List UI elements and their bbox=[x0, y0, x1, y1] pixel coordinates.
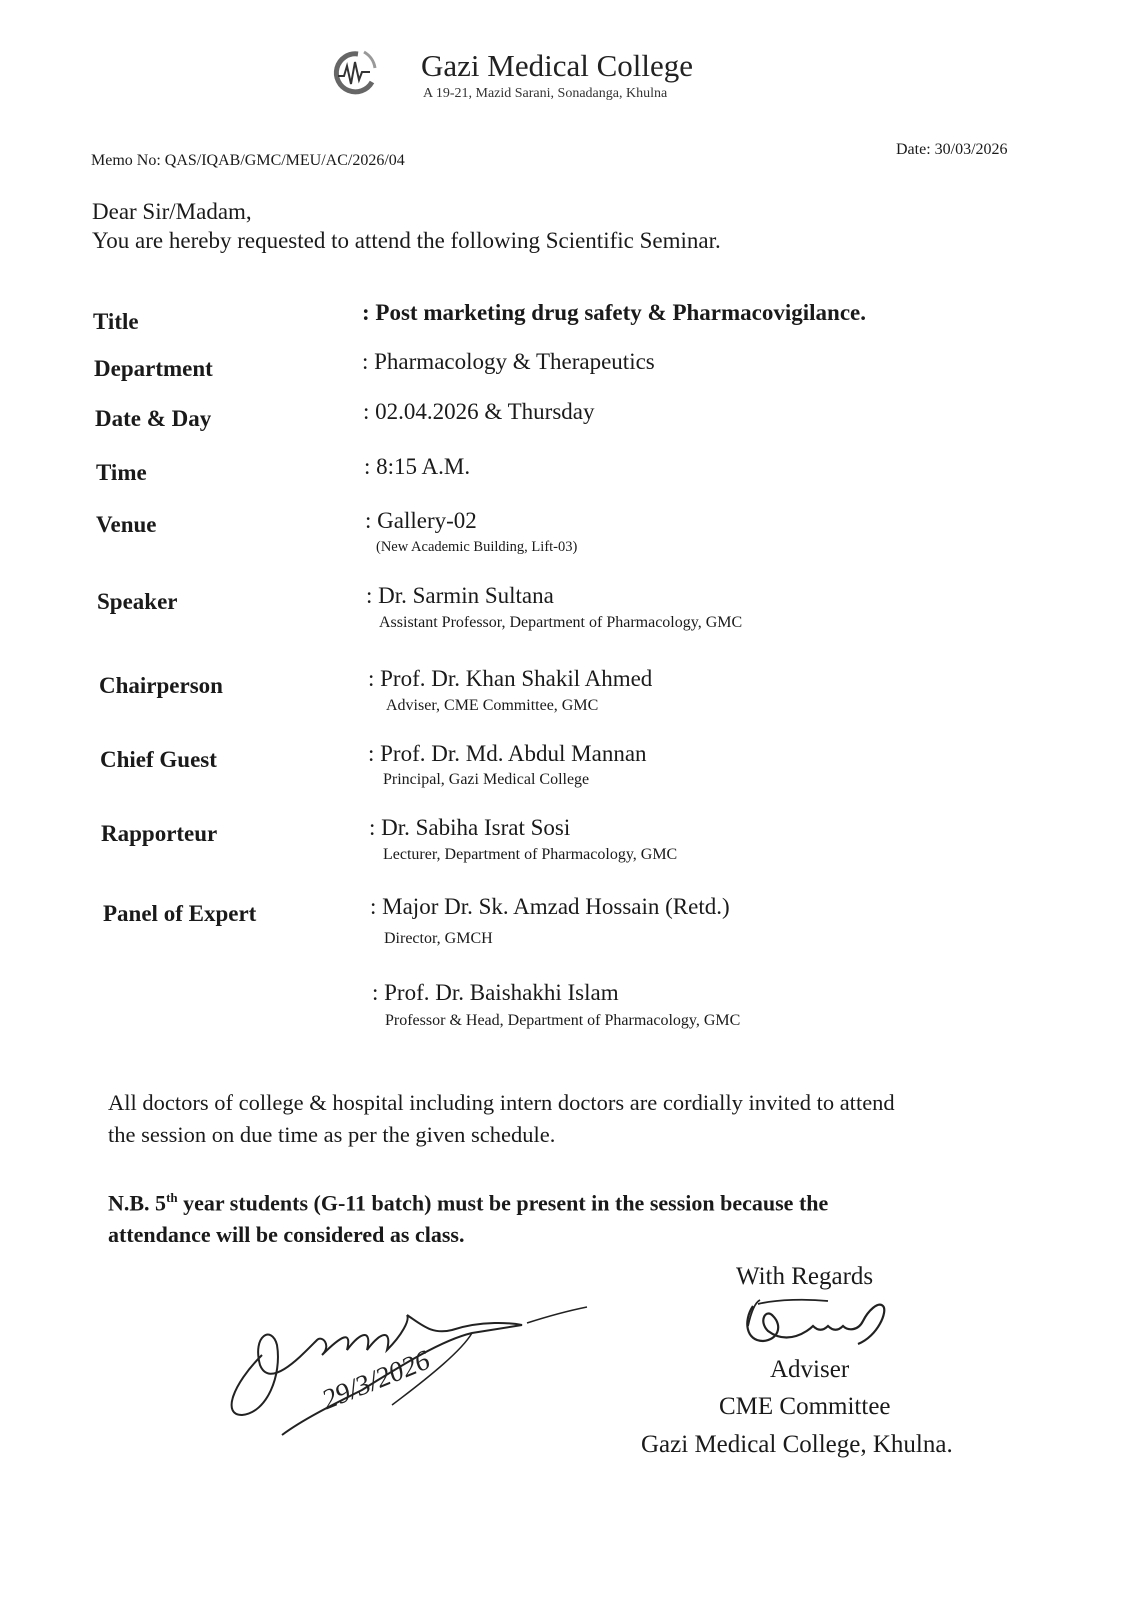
speaker-value: : Dr. Sarmin Sultana bbox=[366, 583, 554, 608]
left-signature-date: 29/3/2026 bbox=[317, 1344, 435, 1417]
department-label: Department bbox=[94, 356, 213, 381]
panel-expert-2-sub: Professor & Head, Department of Pharmacology, GMC bbox=[385, 1012, 741, 1029]
chairperson-label: Chairperson bbox=[99, 673, 223, 698]
department-value: : Pharmacology & Therapeutics bbox=[362, 349, 655, 374]
memo-number: Memo No: QAS/IQAB/GMC/MEU/AC/2026/04 bbox=[91, 152, 405, 169]
salutation: Dear Sir/Madam, bbox=[92, 199, 252, 224]
nb-prefix: N.B. 5 bbox=[108, 1190, 167, 1216]
title-label: Title bbox=[93, 309, 139, 334]
nb-superscript: th bbox=[166, 1190, 178, 1205]
venue-label: Venue bbox=[96, 512, 157, 537]
nb-line-1 bbox=[108, 1190, 828, 1216]
college-address: A 19-21, Mazid Sarani, Sonadanga, Khulna bbox=[423, 86, 668, 101]
right-signature bbox=[738, 1296, 898, 1356]
chief-guest-sub: Principal, Gazi Medical College bbox=[383, 771, 590, 788]
nb-rest: year students (G-11 batch) must be present in the session because the bbox=[177, 1190, 829, 1216]
left-signature bbox=[222, 1295, 594, 1445]
signoff-committee: CME Committee bbox=[719, 1393, 891, 1420]
chairperson-sub: Adviser, CME Committee, GMC bbox=[386, 697, 599, 714]
rapporteur-value: : Dr. Sabiha Israt Sosi bbox=[369, 815, 571, 840]
panel-expert-1-value: : Major Dr. Sk. Amzad Hossain (Retd.) bbox=[370, 894, 730, 919]
title-value: : Post marketing drug safety & Pharmacovigilance. bbox=[362, 300, 867, 325]
gmc-logo-icon bbox=[328, 48, 378, 96]
time-label: Time bbox=[96, 460, 147, 485]
rapporteur-sub: Lecturer, Department of Pharmacology, GMC bbox=[383, 846, 678, 863]
college-name: Gazi Medical College bbox=[421, 48, 694, 83]
rapporteur-label: Rapporteur bbox=[101, 821, 218, 846]
panel-label: Panel of Expert bbox=[103, 901, 257, 926]
invitation-line-1: All doctors of college & hospital including intern doctors are cordially invited to attend bbox=[108, 1090, 895, 1115]
signoff-institution: Gazi Medical College, Khulna. bbox=[641, 1431, 953, 1458]
nb-line-2: attendance will be considered as class. bbox=[108, 1222, 465, 1247]
time-value: : 8:15 A.M. bbox=[364, 454, 471, 479]
panel-expert-1-sub: Director, GMCH bbox=[384, 930, 493, 947]
request-line: You are hereby requested to attend the following Scientific Seminar. bbox=[92, 228, 721, 253]
invitation-line-2: the session on due time as per the given schedule. bbox=[108, 1122, 556, 1147]
chief-guest-label: Chief Guest bbox=[100, 747, 217, 772]
date-day-label: Date & Day bbox=[95, 406, 212, 431]
with-regards: With Regards bbox=[736, 1263, 874, 1290]
panel-expert-2-value: : Prof. Dr. Baishakhi Islam bbox=[372, 980, 619, 1005]
venue-sub: (New Academic Building, Lift-03) bbox=[376, 539, 578, 555]
venue-value: : Gallery-02 bbox=[365, 508, 477, 533]
speaker-label: Speaker bbox=[97, 589, 178, 614]
date-day-value: : 02.04.2026 & Thursday bbox=[363, 399, 595, 424]
chief-guest-value: : Prof. Dr. Md. Abdul Mannan bbox=[368, 741, 647, 766]
speaker-sub: Assistant Professor, Department of Pharmacology, GMC bbox=[379, 614, 743, 631]
chairperson-value: : Prof. Dr. Khan Shakil Ahmed bbox=[368, 666, 653, 691]
memo-date: Date: 30/03/2026 bbox=[896, 141, 1008, 158]
signoff-designation: Adviser bbox=[770, 1356, 850, 1383]
